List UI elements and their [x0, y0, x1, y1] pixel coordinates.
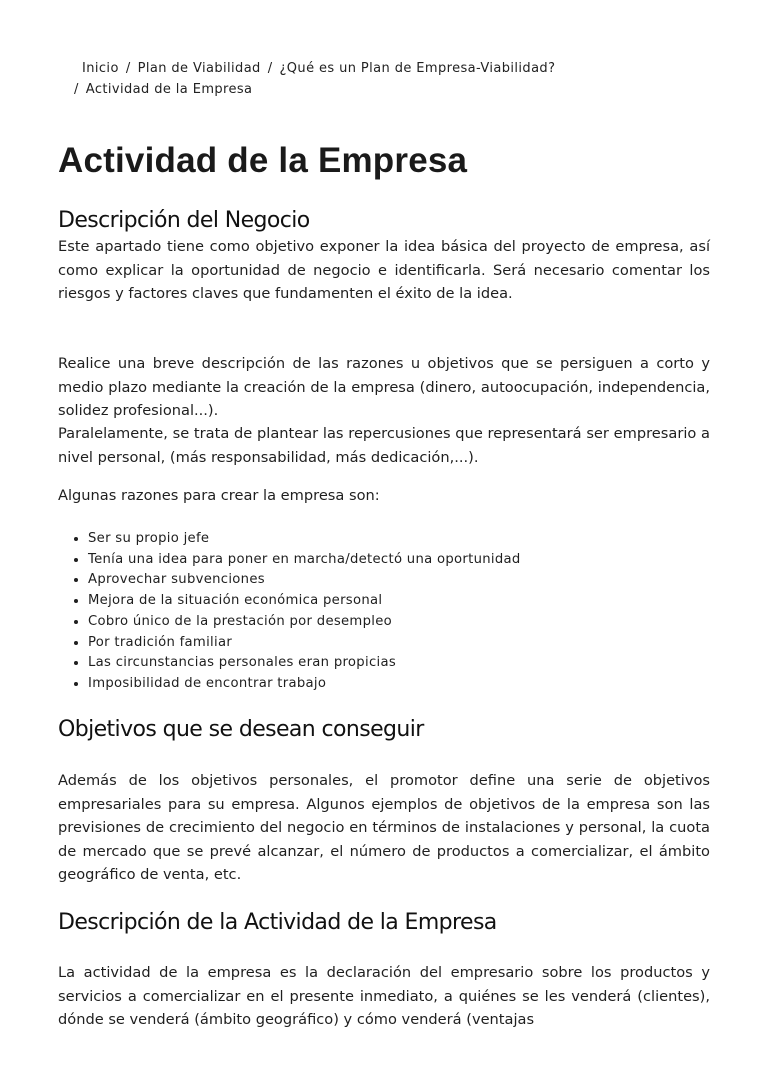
- paragraph-list-intro: Algunas razones para crear la empresa son:: [58, 487, 380, 504]
- paragraph-intro: Este apartado tiene como objetivo exponer la idea básica del proyecto de empresa, así como explicar la oportunidad de negocio e identificarla. Será necesario comentar los riesgos y factores claves que fundamenten el éxito de la idea.: [58, 238, 710, 302]
- list-item: • Imposibilidad de encontrar trabajo: [88, 674, 728, 695]
- breadcrumb-separator: /: [267, 61, 273, 76]
- paragraph-repercusiones: Paralelamente, se trata de plantear las repercusiones que representará ser empresario a nivel personal, (más responsabilidad, más dedicación,...).: [58, 425, 710, 466]
- list-item: • Mejora de la situación económica personal: [88, 591, 728, 612]
- page-title: Actividad de la Empresa: [58, 141, 468, 180]
- list-item: • Ser su propio jefe: [88, 529, 728, 550]
- list-item: • Cobro único de la prestación por desempleo: [88, 612, 728, 633]
- list-item: • Por tradición familiar: [88, 633, 728, 654]
- breadcrumb-link-plan-de-viabilidad[interactable]: Plan de Viabilidad: [137, 61, 261, 76]
- paragraph-actividad: La actividad de la empresa es la declaración del empresario sobre los productos y servicios a comercializar en el presente inmediato, a quiénes se les venderá (clientes), dónde se venderá (ámbito geográfico) y cómo venderá (ventajas: [58, 964, 710, 1028]
- breadcrumb-separator: /: [74, 82, 79, 97]
- list-item: • Tenía una idea para poner en marcha/detectó una oportunidad: [88, 550, 728, 571]
- reasons-list: [58, 529, 728, 695]
- section-heading-objetivos: Objetivos que se desean conseguir: [58, 717, 424, 742]
- list-item: • Aprovechar subvenciones: [88, 570, 728, 591]
- breadcrumb-separator: /: [125, 61, 131, 76]
- section-heading-descripcion-actividad: Descripción de la Actividad de la Empresa: [58, 910, 497, 935]
- list-item: • Las circunstancias personales eran propicias: [88, 653, 728, 674]
- paragraph-objetivos: Además de los objetivos personales, el promotor define una serie de objetivos empresariales para su empresa. Algunos ejemplos de objetivos de la empresa son las previsiones de crecimiento del negocio en términos de instalaciones y personal, la cuota de mercado que se prevé alcanzar, el número de productos a comercializar, el ámbito geográfico de venta, etc.: [58, 772, 710, 883]
- breadcrumb-current: Actividad de la Empresa: [85, 82, 253, 97]
- breadcrumb-link-plan-de-empresa[interactable]: ¿Qué es un Plan de Empresa-Viabilidad?: [279, 61, 556, 76]
- paragraph-razones: Realice una breve descripción de las razones u objetivos que se persiguen a corto y medio plazo mediante la creación de la empresa (dinero, autoocupación, independencia, solidez profesional...).: [58, 355, 710, 419]
- section-heading-descripcion-negocio: Descripción del Negocio: [58, 208, 310, 233]
- breadcrumb: [74, 58, 682, 100]
- breadcrumb-link-inicio[interactable]: Inicio: [82, 61, 119, 76]
